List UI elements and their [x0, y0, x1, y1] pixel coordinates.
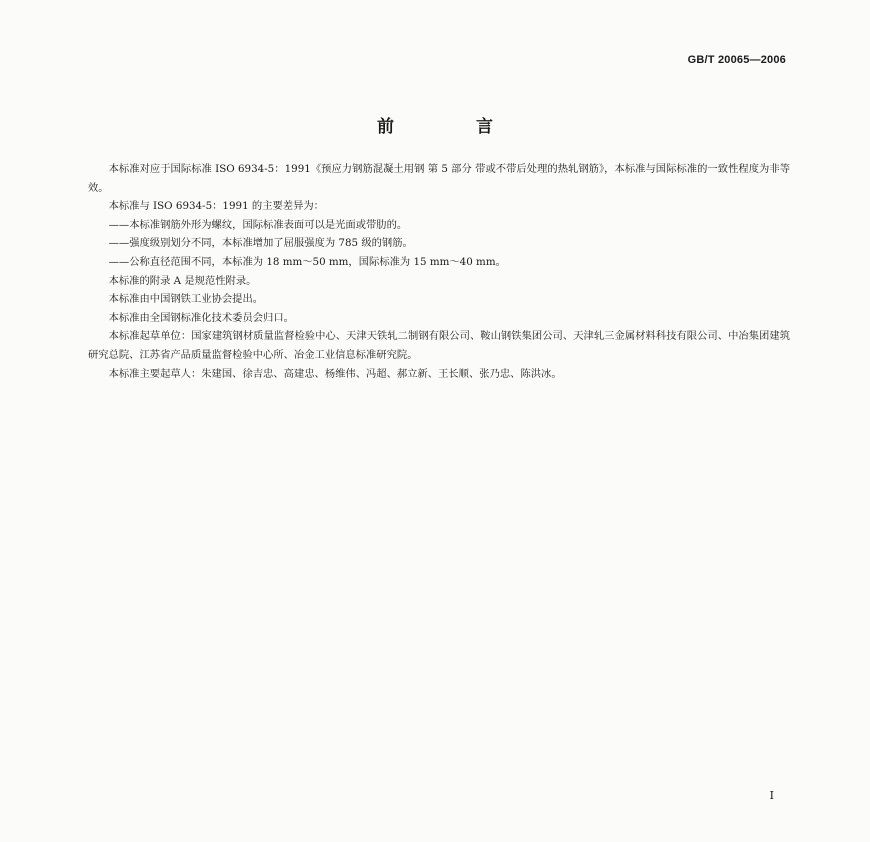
- difference-item-shape: ——本标准钢筋外形为螺纹，国际标准表面可以是光面或带肋的。: [108, 218, 408, 231]
- standard-code: GB/T 20065—2006: [687, 54, 786, 66]
- page-number: I: [769, 789, 774, 802]
- paragraph-differences-intro: 本标准与 ISO 6934-5：1991 的主要差异为：: [108, 200, 324, 213]
- difference-item-strength: ——强度级别划分不同，本标准增加了屈服强度为 785 级的钢筋。: [108, 237, 413, 250]
- paragraph-drafters: 本标准主要起草人：朱建国、徐吉忠、高建忠、杨维伟、冯超、郝立新、王长顺、张乃忠、陈洪冰。: [108, 367, 562, 380]
- paragraph-centralized: 本标准由全国钢标准化技术委员会归口。: [108, 311, 294, 324]
- difference-item-diameter: ——公称直径范围不同，本标准为 18 mm～50 mm，国际标准为 15 mm～40 mm。: [108, 255, 506, 268]
- document-body: [88, 160, 790, 383]
- page-title: 前 言: [377, 117, 531, 137]
- paragraph-correspondence: 本标准对应于国际标准 ISO 6934-5：1991《预应力钢筋混凝土用钢 第 5 部分 带或不带后处理的热轧钢筋》，本标准与国际标准的一致性程度为非等效。: [88, 163, 790, 194]
- paragraph-annex: 本标准的附录 A 是规范性附录。: [108, 274, 257, 287]
- paragraph-drafting-units: 本标准起草单位：国家建筑钢材质量监督检验中心、天津天铁轧二制钢有限公司、鞍山钢铁集团公司、天津轧三金属材料科技有限公司、中冶集团建筑研究总院、江苏省产品质量监督检验中心所、冶金工业信息标准研究院。: [88, 330, 790, 361]
- paragraph-proposer: 本标准由中国钢铁工业协会提出。: [108, 293, 264, 306]
